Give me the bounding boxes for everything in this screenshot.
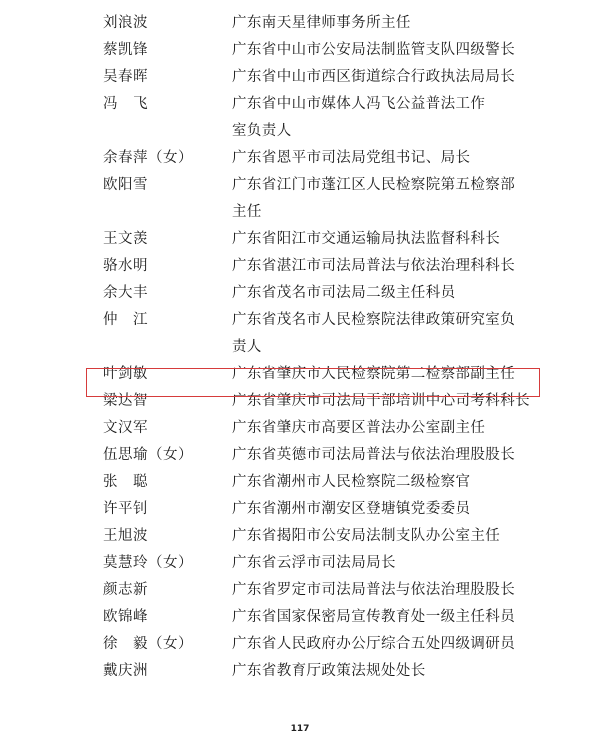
person-name: 蔡凯锋 bbox=[103, 42, 148, 58]
person-name: 刘浪波 bbox=[103, 15, 148, 31]
person-title: 广东省恩平市司法局党组书记、局长 bbox=[232, 150, 471, 166]
person-title: 广东省揭阳市公安局法制支队办公室主任 bbox=[232, 528, 501, 544]
person-name: 骆水明 bbox=[103, 258, 148, 274]
person-name: 颜志新 bbox=[103, 582, 148, 598]
highlight-box bbox=[86, 368, 540, 397]
person-name: 张 聪 bbox=[103, 474, 148, 490]
person-title: 广东省阳江市交通运输局执法监督科科长 bbox=[232, 231, 501, 247]
person-title: 广东省国家保密局宣传教育处一级主任科员 bbox=[232, 609, 516, 625]
person-name: 徐 毅（女） bbox=[103, 636, 193, 652]
person-name: 梁达智 bbox=[103, 393, 148, 409]
person-name: 吴春晖 bbox=[103, 69, 148, 85]
person-name: 欧锦峰 bbox=[103, 609, 148, 625]
person-title: 广东省茂名市司法局二级主任科员 bbox=[232, 285, 456, 301]
person-title: 广东省湛江市司法局普法与依法治理科科长 bbox=[232, 258, 516, 274]
person-name: 王旭波 bbox=[103, 528, 148, 544]
person-title: 广东省茂名市人民检察院法律政策研究室负责人 bbox=[232, 312, 516, 355]
person-title: 广东省中山市公安局法制监管支队四级警长 bbox=[232, 42, 516, 58]
person-name: 冯 飞 bbox=[103, 96, 148, 112]
person-name: 许平钊 bbox=[103, 501, 148, 517]
person-title: 广东省江门市蓬江区人民检察院第五检察部主任 bbox=[232, 177, 516, 220]
person-title: 广东省英德市司法局普法与依法治理股股长 bbox=[232, 447, 516, 463]
person-name: 叶剑敏 bbox=[103, 366, 148, 382]
person-name: 文汉军 bbox=[103, 420, 148, 436]
person-title: 广东省肇庆市高要区普法办公室副主任 bbox=[232, 420, 486, 436]
person-name: 王文羡 bbox=[103, 231, 148, 247]
person-title: 广东省潮州市潮安区登塘镇党委委员 bbox=[232, 501, 471, 517]
person-title: 广东省肇庆市人民检察院第二检察部副主任 bbox=[232, 366, 516, 382]
person-name: 仲 江 bbox=[103, 312, 148, 328]
person-title: 广东省人民政府办公厅综合五处四级调研员 bbox=[232, 636, 516, 652]
person-name: 莫慧玲（女） bbox=[103, 555, 193, 571]
person-title: 广东省中山市西区街道综合行政执法局局长 bbox=[232, 69, 516, 85]
person-title: 广东省潮州市人民检察院二级检察官 bbox=[232, 474, 471, 490]
person-name: 伍思瑜（女） bbox=[103, 447, 193, 463]
person-name: 余大丰 bbox=[103, 285, 148, 301]
person-name: 欧阳雪 bbox=[103, 177, 148, 193]
page-number: 117 bbox=[290, 724, 310, 734]
person-title: 广东省中山市媒体人冯飞公益普法工作室负责人 bbox=[232, 96, 486, 139]
person-title: 广东省云浮市司法局局长 bbox=[232, 555, 396, 571]
person-title: 广东省罗定市司法局普法与依法治理股股长 bbox=[232, 582, 516, 598]
person-title: 广东省教育厅政策法规处处长 bbox=[232, 663, 426, 679]
person-name: 余春萍（女） bbox=[103, 150, 193, 166]
person-title: 广东省肇庆市司法局干部培训中心司考科科长 bbox=[232, 393, 530, 409]
person-name: 戴庆洲 bbox=[103, 663, 148, 679]
person-title: 广东南天星律师事务所主任 bbox=[232, 15, 411, 31]
